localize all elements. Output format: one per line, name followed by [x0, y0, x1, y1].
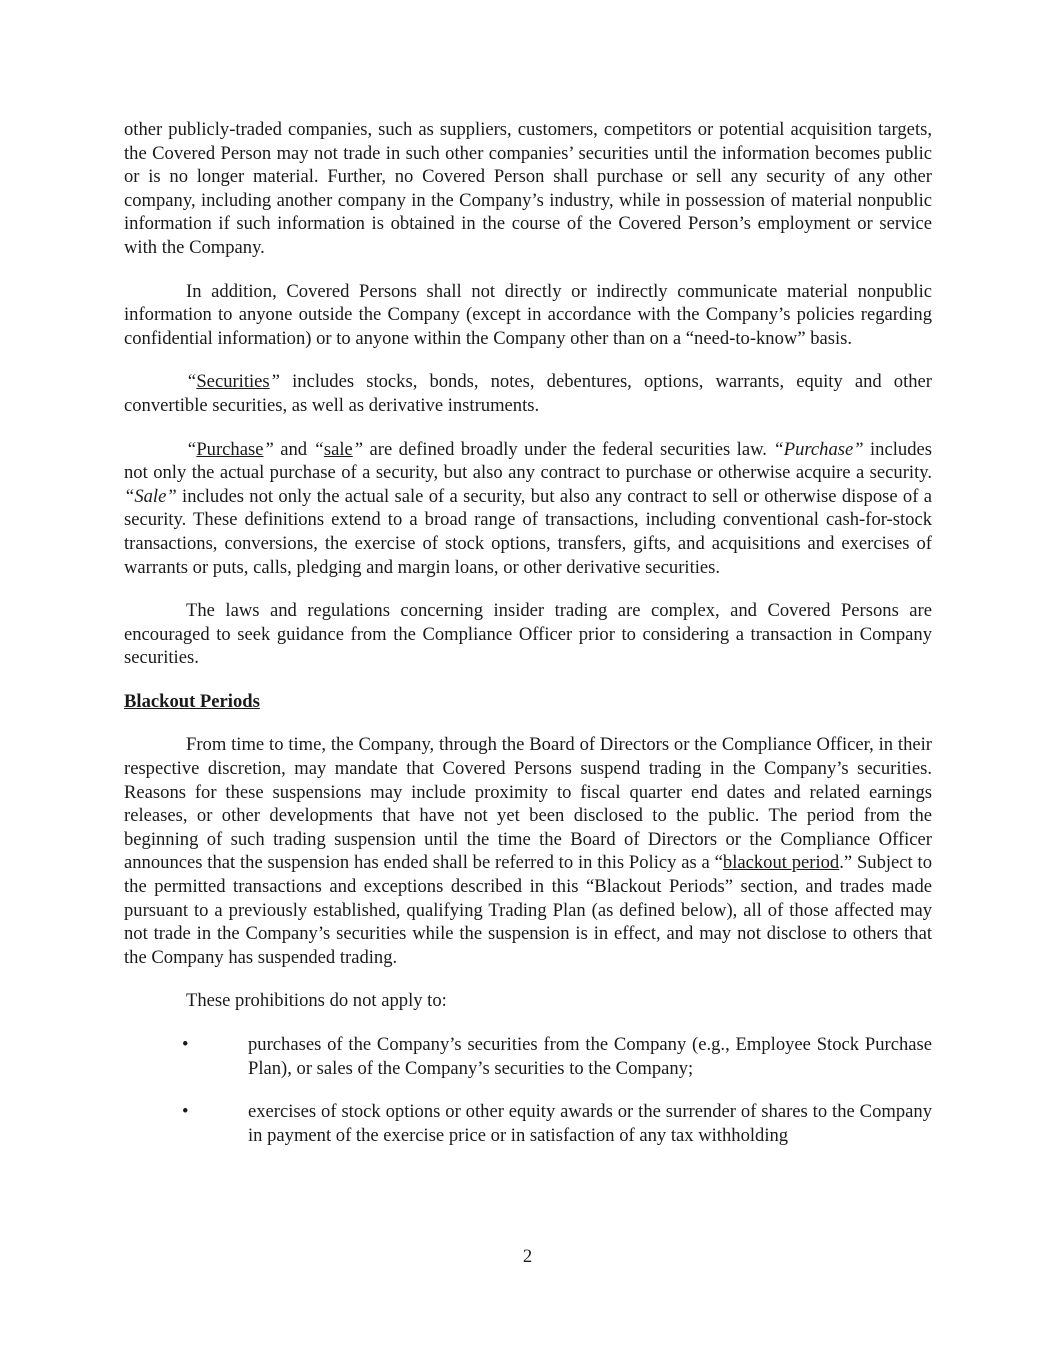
paragraph-text: In addition, Covered Persons shall not directly or indirectly communicate material nonpublic information to anyone outside the Company (except in accordance with the Company’s policies regarding confidential information) or to anyone within the Company other than on a “need-to-know” basis. — [124, 280, 932, 349]
term-blackout-period: blackout period — [722, 852, 840, 874]
section-heading-blackout-periods: Blackout Periods — [124, 690, 260, 712]
list-item — [124, 1100, 932, 1147]
paragraph-other-companies — [124, 118, 932, 260]
bullet-icon: • — [182, 1034, 189, 1055]
term-purchase: Purchase — [196, 438, 264, 460]
paragraph-blackout-definition — [124, 733, 932, 969]
quoted-term-sale: “Sale” — [124, 485, 177, 507]
term-securities: Securities — [196, 371, 270, 393]
list-item-text: exercises of stock options or other equity awards or the surrender of shares to the Company in payment of the exercise price or in satisfaction of any tax withholding — [248, 1101, 932, 1146]
quote-mark: ” — [352, 438, 364, 460]
page-number: 2 — [522, 1246, 533, 1267]
paragraph-laws-regulations — [124, 599, 932, 670]
paragraph-text: From time to time, the Company, through the Board of Directors or the Compliance Officer, in their respective discretion, may mandate that Covered Persons suspend trading in the Company’s securities. Reasons for these suspensions may include proximity to fiscal quarter end dates and related earnings releases, or other developments that have not yet been disclosed to the public. The period from the beginning of such trading suspension until the time the Board of Directors or the Compliance Officer announces that the suspension has ended shall be referred to in this Policy as a “ — [124, 734, 932, 874]
paragraph-text: .” Subject to the permitted transactions and exceptions described in this “Blackout Periods” section, and trades made pursuant to a previously established, qualifying Trading Plan (as defined below), all of those affected may not trade in the Company’s securities while the suspension is in effect, and may not disclose to others that the Company has suspended trading. — [124, 852, 932, 968]
quote-mark: ” — [269, 371, 281, 393]
paragraph-text: includes not only the actual purchase of a security, but also any contract to purchase or otherwise acquire a security. — [124, 438, 932, 484]
quote-mark: “ — [186, 438, 197, 460]
paragraph-text: includes not only the actual sale of a security, but also any contract to sell or otherwise dispose of a security. These definitions extend to a broad range of transactions, including conventional cash-for-stock transactions, conversions, the exercise of stock options, transfers, gifts, and acquisitions and exercises of warrants or puts, calls, pledging and margin loans, or other derivative securities. — [124, 485, 932, 578]
paragraph-communication — [124, 280, 932, 351]
document-page — [124, 118, 932, 1167]
paragraph-text: These prohibitions do not apply to: — [186, 990, 447, 1012]
paragraph-text: and — [273, 438, 314, 460]
quoted-term-purchase: “Purchase” — [773, 438, 864, 460]
quote-mark: “ — [186, 371, 197, 393]
list-item — [124, 1033, 932, 1080]
term-sale: sale — [323, 438, 353, 460]
paragraph-prohibitions-intro — [124, 989, 932, 1013]
paragraph-text: are defined broadly under the federal securities law. — [363, 438, 774, 460]
paragraph-text: includes stocks, bonds, notes, debentures, options, warrants, equity and other convertible securities, as well as derivative instruments. — [124, 371, 932, 416]
quote-mark: ” — [263, 438, 274, 460]
quote-mark: “ — [313, 438, 324, 460]
bullet-icon: • — [182, 1101, 189, 1123]
paragraph-securities-definition — [124, 370, 932, 417]
exceptions-list — [124, 1033, 932, 1147]
paragraph-text: The laws and regulations concerning insider trading are complex, and Covered Persons are encouraged to seek guidance from the Compliance Officer prior to considering a transaction in Company securities. — [124, 600, 932, 669]
list-item-text: purchases of the Company’s securities from the Company (e.g., Employee Stock Purchase Plan), or sales of the Company’s securities to the Company; — [248, 1034, 932, 1079]
paragraph-purchase-sale-definition — [124, 438, 932, 580]
paragraph-text: other publicly-traded companies, such as suppliers, customers, competitors or potential acquisition targets, the Covered Person may not trade in such other companies’ securities until the information becomes public or is no longer material. Further, no Covered Person shall purchase or sell any security of any other company, including another company in the Company’s industry, while in possession of material nonpublic information if such information is obtained in the course of the Covered Person’s employment or service with the Company. — [124, 119, 932, 258]
